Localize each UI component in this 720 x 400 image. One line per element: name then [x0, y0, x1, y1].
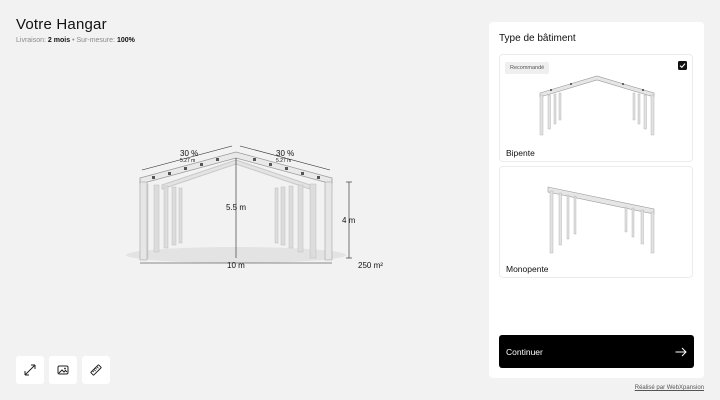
selected-checkbox[interactable]	[678, 61, 687, 70]
option-label-bipente: Bipente	[506, 148, 535, 158]
option-card-monopente[interactable]	[499, 166, 693, 278]
bipente-illustration	[530, 73, 664, 139]
slope-left-length: 5.27 m	[180, 158, 196, 164]
info-separator: •	[72, 37, 75, 44]
hangar-3d-viewer[interactable]	[120, 140, 400, 290]
slope-left-label: 30 %	[180, 149, 199, 158]
panel-title: Type de bâtiment	[499, 33, 576, 44]
image-view-button[interactable]	[49, 356, 77, 384]
image-icon	[57, 364, 69, 376]
continue-label: Continuer	[506, 346, 543, 357]
ruler-icon	[90, 364, 102, 376]
delivery-value: 2 mois	[47, 37, 71, 44]
slope-right-label: 30 %	[276, 149, 295, 158]
credit-link[interactable]: Réalisé par WebXpansion	[634, 385, 704, 391]
delivery-info	[16, 37, 135, 44]
custom-value: 100%	[116, 37, 135, 44]
recommended-badge: Recommandé	[505, 62, 549, 74]
arrow-right-icon	[675, 347, 687, 357]
ridge-height-label: 5.5 m	[226, 203, 247, 212]
measure-button[interactable]	[82, 356, 110, 384]
area-label: 250 m²	[358, 261, 383, 270]
monopente-illustration	[530, 179, 664, 257]
delivery-label: Livraison:	[16, 37, 46, 44]
width-label: 10 m	[227, 261, 245, 270]
fullscreen-icon	[24, 364, 36, 376]
check-icon	[679, 62, 686, 69]
option-label-monopente: Monopente	[506, 264, 549, 274]
option-card-bipente[interactable]	[499, 54, 693, 162]
custom-label: Sur-mesure:	[76, 37, 115, 44]
page-title: Votre Hangar	[16, 16, 107, 33]
fullscreen-button[interactable]	[16, 356, 44, 384]
building-type-panel	[489, 22, 704, 378]
slope-right-length: 5.27 m	[276, 158, 292, 164]
continue-button[interactable]	[499, 335, 694, 368]
wall-height-label: 4 m	[342, 216, 356, 225]
